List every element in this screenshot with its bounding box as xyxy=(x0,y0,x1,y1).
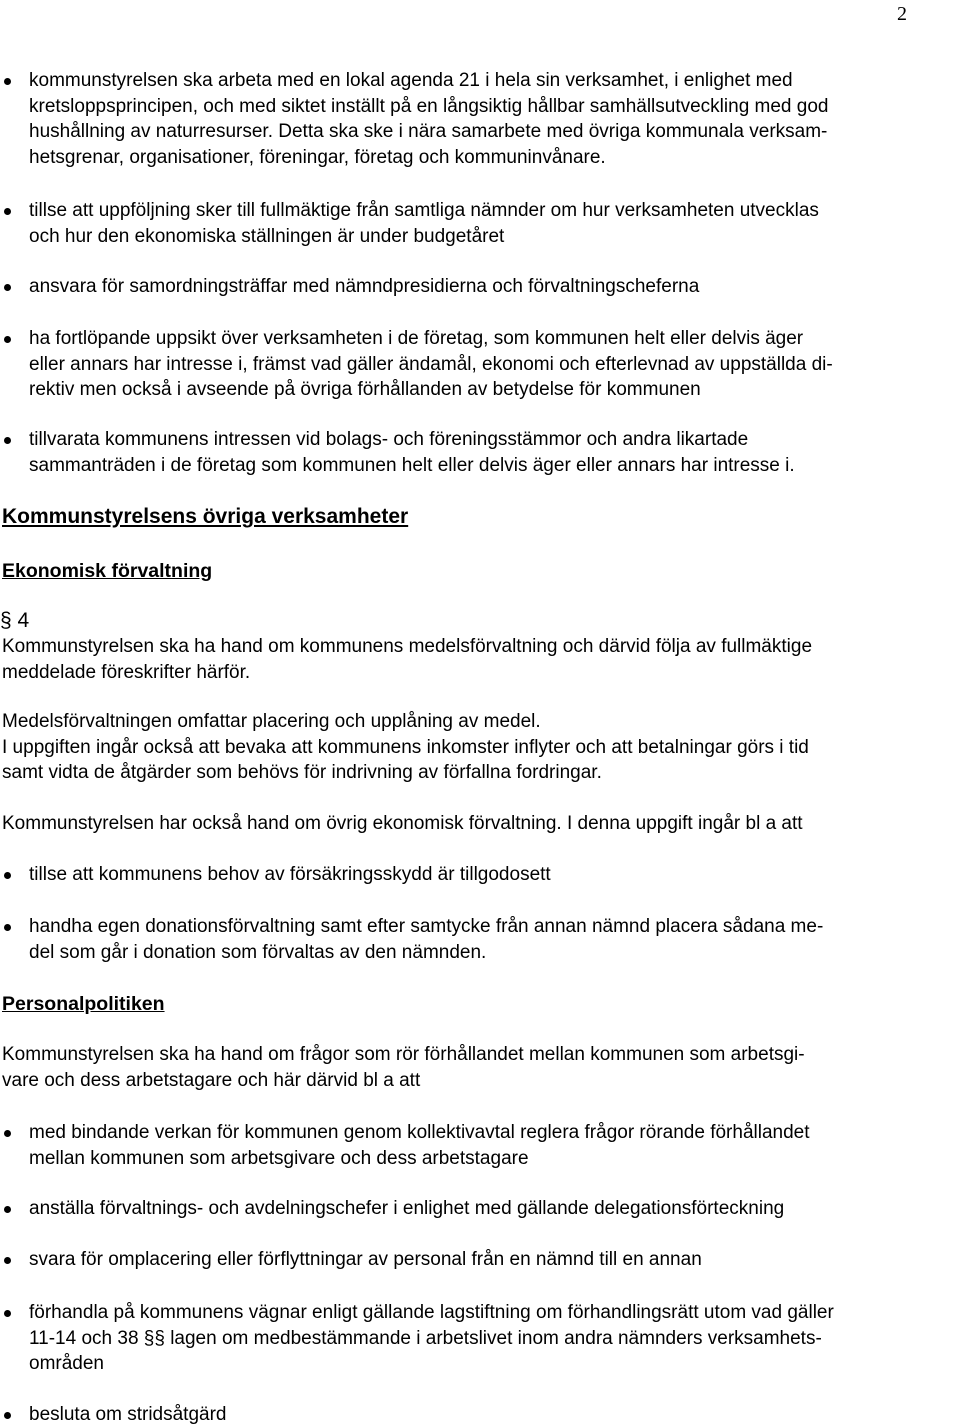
paragraph: Kommunstyrelsen har också hand om övrig ekonomisk förvaltning. I denna uppgift ingår bl a att xyxy=(2,813,803,834)
list-item-text: anställa förvaltnings- och avdelningschefer i enlighet med gällande delegationsförteckning xyxy=(29,1198,785,1219)
bullet-icon xyxy=(4,1206,11,1213)
paragraph: Kommunstyrelsen ska ha hand om frågor som rör förhållandet mellan kommunen som arbetsgi- vare och dess arbetstagare och här därvid bl a att xyxy=(2,1044,805,1091)
bullet-icon xyxy=(4,284,11,291)
bullet-icon xyxy=(4,1130,11,1137)
bullet-icon xyxy=(4,336,11,343)
page-number: 2 xyxy=(897,3,907,25)
section-heading: Kommunstyrelsens övriga verksamheter xyxy=(2,505,409,528)
list-item-text: tillse att uppföljning sker till fullmäktige från samtliga nämnder om hur verksamheten utvecklas och hur den ekonomiska ställningen är under budgetåret xyxy=(29,200,819,247)
bullet-icon xyxy=(4,78,11,85)
list-item-text: förhandla på kommunens vägnar enligt gällande lagstiftning om förhandlingsrätt utom vad gäller 11-14 och 38 §§ lagen om medbestämmande i arbetslivet inom andra nämnders verksamhets- områden xyxy=(29,1302,834,1374)
list-item-text: tillse att kommunens behov av försäkringsskydd är tillgodosett xyxy=(29,864,551,885)
list-item-text: tillvarata kommunens intressen vid bolags- och föreningsstämmor och andra likartade sammanträden i de företag som kommunen helt eller delvis äger eller annars har intresse i. xyxy=(29,429,795,476)
list-item-text: ansvara för samordningsträffar med nämndpresidierna och förvaltningscheferna xyxy=(29,276,700,297)
list-item-text: ha fortlöpande uppsikt över verksamheten i de företag, som kommunen helt eller delvis äger eller annars har intresse i, främst vad gäller ändamål, ekonomi och efterlevnad av uppställda di- rektiv men också i avseende på övriga förhållanden av betydelse för kommunen xyxy=(29,328,833,400)
list-item-text: kommunstyrelsen ska arbeta med en lokal agenda 21 i hela sin verksamhet, i enlighet med kretsloppsprincipen, och med siktet inställt på en långsiktig hållbar samhällsutveckling med god hushållning av naturresurser. Detta ska ske i nära samarbete med övriga kommunala verksam- hetsgrenar, organisationer, föreningar, företag och kommuninvånare. xyxy=(29,70,829,168)
subsection-heading: Ekonomisk förvaltning xyxy=(2,560,213,582)
bullet-icon xyxy=(4,924,11,931)
bullet-icon xyxy=(4,1310,11,1317)
paragraph: Kommunstyrelsen ska ha hand om kommunens medelsförvaltning och därvid följa av fullmäktige meddelade föreskrifter härför. xyxy=(2,636,813,683)
bullet-icon xyxy=(4,1412,11,1419)
subsection-heading: Personalpolitiken xyxy=(2,993,165,1015)
list-item-text: handha egen donationsförvaltning samt efter samtycke från annan nämnd placera sådana me- del som går i donation som förvaltas av den nämnden. xyxy=(29,916,824,963)
bullet-icon xyxy=(4,872,11,879)
section-number: § 4 xyxy=(0,609,30,632)
bullet-icon xyxy=(4,437,11,444)
list-item-text: med bindande verkan för kommunen genom kollektivavtal reglera frågor rörande förhållandet mellan kommunen som arbetsgivare och dess arbetstagare xyxy=(29,1122,810,1169)
list-item-text: svara för omplacering eller förflyttningar av personal från en nämnd till en annan xyxy=(29,1249,702,1270)
bullet-icon xyxy=(4,1257,11,1264)
bullet-icon xyxy=(4,208,11,215)
paragraph: Medelsförvaltningen omfattar placering och upplåning av medel. I uppgiften ingår också att bevaka att kommunens inkomster inflyter och att betalningar görs i tid samt vidta de åtgärder som behövs för indrivning av förfallna fordringar. xyxy=(2,711,809,783)
list-item-text: besluta om stridsåtgärd xyxy=(29,1404,227,1425)
